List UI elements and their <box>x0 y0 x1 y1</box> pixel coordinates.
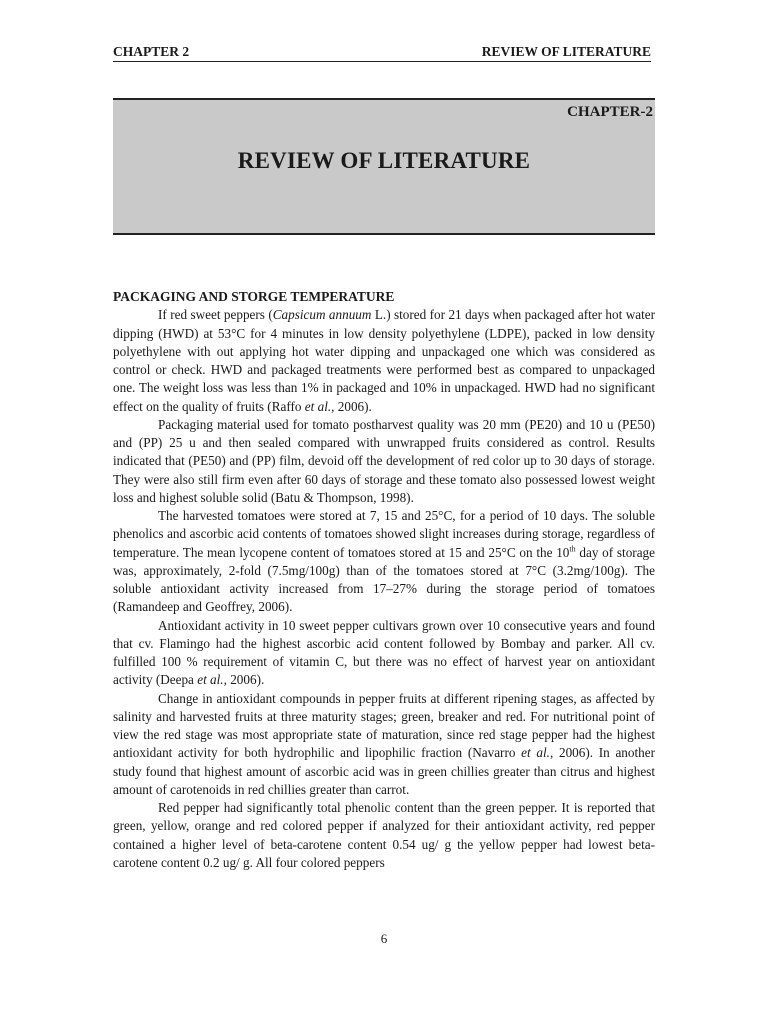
page-number: 6 <box>380 931 388 946</box>
citation-et-al: et al. <box>197 672 224 688</box>
paragraph <box>113 306 655 416</box>
text-run: day of storage was, approximately, 2-fold (7.5mg/100g) than of the tomatoes stored at 7°C (3.2mg/100g). The soluble antioxidant activity increased from 17–27% during the storage period of tomatoes (Ramandeep and Geoffrey, 2006). <box>113 544 655 615</box>
text-run: L.) stored for 21 days when packaged after hot water dipping (HWD) at 53°C for 4 minutes in low density polyethylene (LDPE), packed in low density polyethylene with out applying hot water dipping and unpackaged one which was considered as control or check. HWD and packaged treatments were performed best as compared to unpackaged one. The weight loss was less than 1% in packaged and 10% in unpackaged. HWD had no significant effect on the quality of fruits (Raffo <box>113 307 655 414</box>
text-run: , 2006). In another study found that highest amount of ascorbic acid was in green chillies greater than citrus and highest amount of carotenoids in red chillies greater than carrot. <box>113 745 655 797</box>
paragraph <box>113 507 655 617</box>
section-heading: PACKAGING AND STORGE TEMPERATURE <box>113 289 395 304</box>
paragraph <box>113 617 655 690</box>
running-header-chapter: CHAPTER 2 <box>113 44 190 59</box>
body-text <box>113 288 655 872</box>
text-run: The harvested tomatoes were stored at 7, 15 and 25°C, for a period of 10 days. The soluble phenolics and ascorbic acid contents of tomatoes showed slight increases during storage, regardless of temperature. The mean lycopene content of tomatoes stored at 15 and 25°C on the 10 <box>113 508 655 560</box>
paragraph <box>113 690 655 800</box>
running-header <box>113 44 651 62</box>
chapter-banner <box>113 98 655 235</box>
chapter-title: REVIEW OF LITERATURE <box>237 148 531 173</box>
paragraph: Red pepper had significantly total phenolic content than the green pepper. It is reported that green, yellow, orange and red colored pepper if analyzed for their antioxidant activity, red pepper contained a higher level of beta-carotene content 0.54 ug/ g the yellow pepper had lowest beta-carotene content 0.2 ug/ g. All four colored peppers <box>113 800 655 870</box>
text-run: Change in antioxidant compounds in pepper fruits at different ripening stages, as affected by salinity and harvested fruits at three maturity stages; green, breaker and red. For nutritional point of view the red stage was most appropriate state of maturation, since red stage pepper had the highest antioxidant activity for both hydrophilic and lipophilic fraction (Navarro <box>113 690 655 761</box>
chapter-label: CHAPTER-2 <box>567 104 653 120</box>
text-run: If red sweet peppers ( <box>158 307 273 323</box>
paragraph: Packaging material used for tomato postharvest quality was 20 mm (PE20) and 10 u (PE50) and (PP) 25 u and then sealed compared with unwrapped fruits considered as control. Results indicated that (PE50) and (PP) film, devoid off the development of red color up to 30 days of storage. They were also still firm even after 60 days of storage and these tomato also possessed lowest weight loss and highest soluble solid (Batu & Thompson, 1998). <box>113 416 655 505</box>
running-header-title: REVIEW OF LITERATURE <box>481 44 651 59</box>
text-run: Antioxidant activity in 10 sweet pepper cultivars grown over 10 consecutive years and found that cv. Flamingo had the highest ascorbic acid content followed by Bombay and parker. All cv. fulfilled 100 % requirement of vitamin C, but there was no effect of harvest year on antioxidant activity (Deepa <box>113 617 655 688</box>
text-run: , 2006). <box>331 398 372 414</box>
superscript: th <box>569 544 576 554</box>
citation-et-al: et al. <box>521 745 550 761</box>
species-name: Capsicum annuum <box>272 307 372 323</box>
text-run: , 2006). <box>223 672 265 688</box>
citation-et-al: et al. <box>304 398 332 414</box>
